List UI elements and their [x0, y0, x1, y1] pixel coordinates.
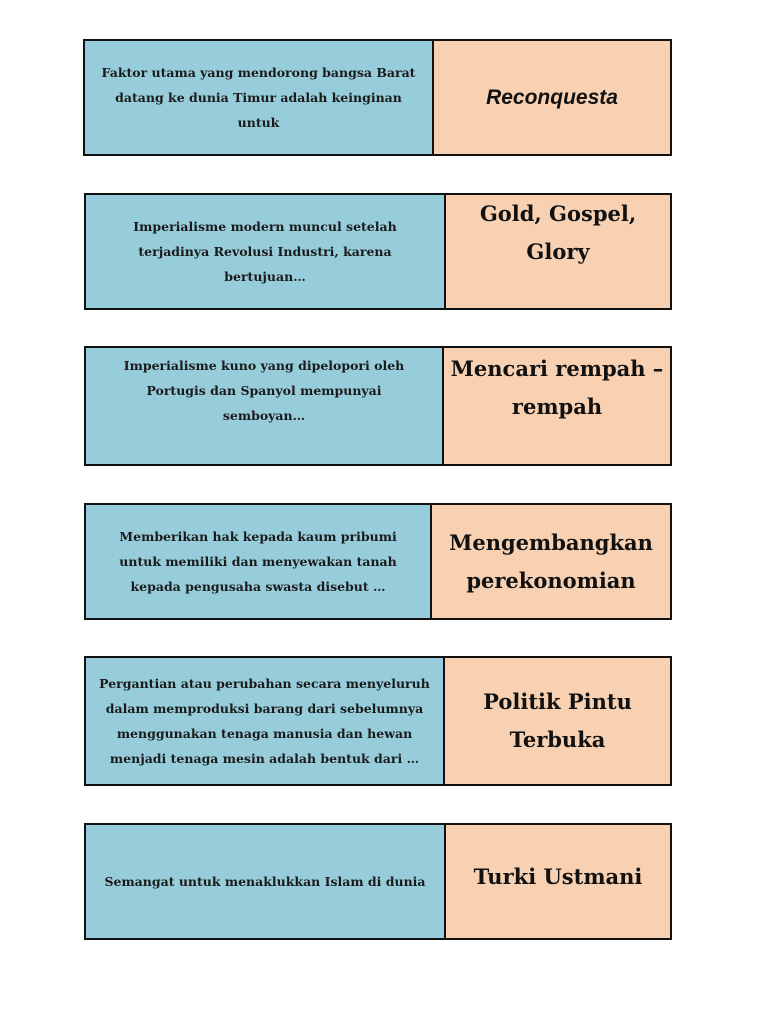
- answer-4: [432, 505, 670, 618]
- question-6-text: Semangat untuk menaklukkan Islam di dunia: [104, 874, 426, 889]
- question-4-text: Memberikan hak kepada kaum pribumi untuk memiliki dan menyewakan tanah kepada pengusaha swasta disebut …: [119, 529, 397, 594]
- quiz-card-1: [83, 39, 672, 156]
- answer-1-text: Reconquesta: [486, 85, 618, 109]
- answer-5: [445, 658, 670, 784]
- answer-4-text: Mengembangkan perekonomian: [449, 529, 653, 593]
- question-1: [85, 41, 434, 154]
- quiz-card-5: [84, 656, 672, 786]
- quiz-card-6: [84, 823, 672, 940]
- quiz-card-4: [84, 503, 672, 620]
- answer-2-text: Gold, Gospel, Glory: [479, 201, 637, 264]
- answer-6-text: Turki Ustmani: [473, 864, 643, 889]
- quiz-card-2: [84, 193, 672, 310]
- question-6: [86, 825, 446, 938]
- question-2: [86, 195, 446, 308]
- question-5: [86, 658, 445, 784]
- answer-5-text: Politik Pintu Terbuka: [483, 689, 632, 752]
- answer-1: [434, 41, 670, 154]
- answer-6: [446, 825, 670, 938]
- answer-3-text: Mencari rempah – rempah: [450, 356, 664, 419]
- question-5-text: Pergantian atau perubahan secara menyeluruh dalam memproduksi barang dari sebelumnya menggunakan tenaga manusia dan hewan menjadi tenaga mesin adalah bentuk dari …: [99, 676, 430, 766]
- question-3-text: Imperialisme kuno yang dipelopori oleh Portugis dan Spanyol mempunyai semboyan…: [123, 358, 405, 423]
- question-1-text: Faktor utama yang mendorong bangsa Barat datang ke dunia Timur adalah keinginan untuk: [101, 65, 416, 130]
- quiz-card-3: [84, 346, 672, 466]
- answer-2: [446, 195, 670, 308]
- answer-3: [444, 348, 670, 464]
- question-2-text: Imperialisme modern muncul setelah terjadinya Revolusi Industri, karena bertujuan…: [133, 219, 397, 284]
- question-4: [86, 505, 432, 618]
- question-3: [86, 348, 444, 464]
